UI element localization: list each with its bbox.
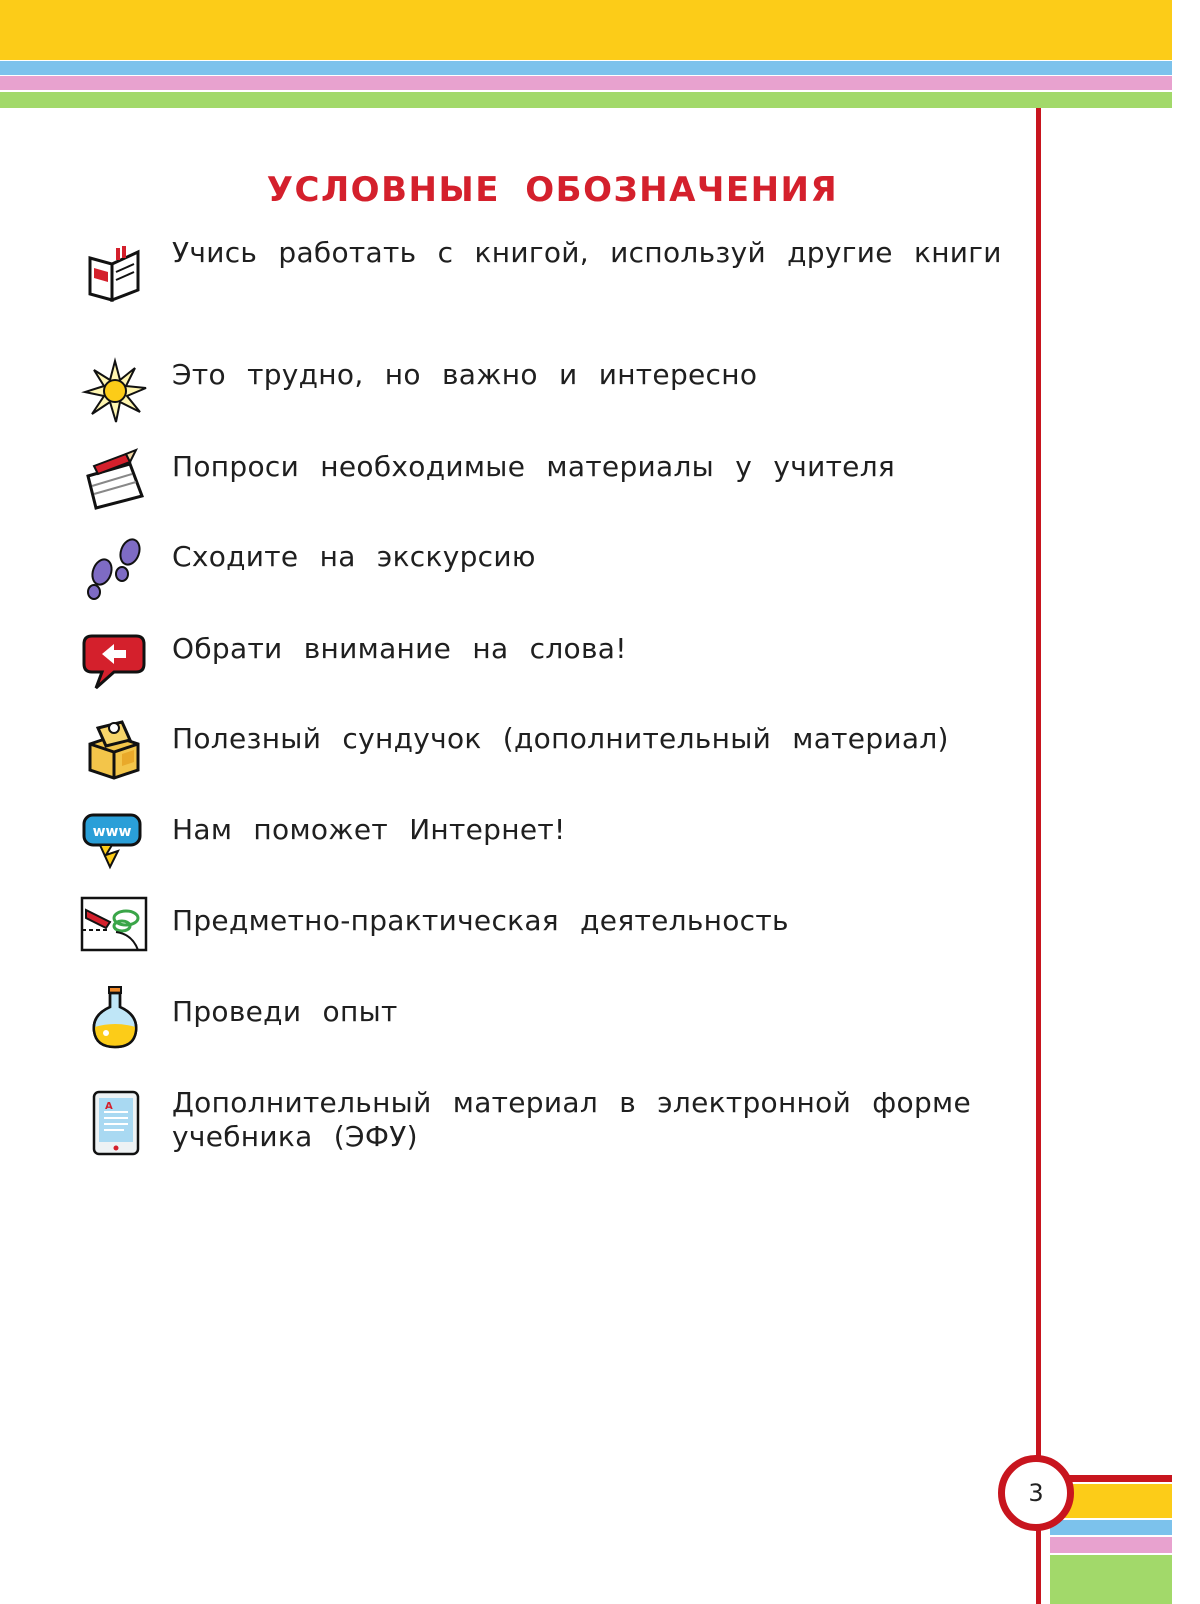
corner-stripe-pink xyxy=(1050,1537,1172,1553)
page-number: 3 xyxy=(998,1455,1074,1531)
tablet-icon xyxy=(80,1090,150,1160)
corner-stripe-green xyxy=(1050,1555,1172,1604)
legend-text: Это трудно, но важно и интересно xyxy=(172,358,758,391)
top-stripe-yellow xyxy=(0,0,1172,60)
svg-text:www: www xyxy=(92,824,132,840)
www-icon xyxy=(80,805,150,875)
legend-text: Предметно-практическая деятельность xyxy=(172,904,789,937)
legend-text: Нам поможет Интернет! xyxy=(172,813,566,846)
top-stripe-pink xyxy=(0,76,1172,90)
legend-text: Сходите на экскурсию xyxy=(172,540,536,573)
book-icon xyxy=(80,238,150,308)
top-stripe-green xyxy=(0,92,1172,108)
legend-text: Проведи опыт xyxy=(172,995,398,1028)
legend-text: Учись работать с книгой, используй другие книги xyxy=(172,236,1002,269)
top-stripe-blue xyxy=(0,61,1172,75)
legend-text: Обрати внимание на слова! xyxy=(172,632,627,665)
footprints-icon xyxy=(80,536,150,606)
sun-icon xyxy=(80,356,150,426)
scissors-paper-icon xyxy=(80,892,150,962)
legend-text: Полезный сундучок (дополнительный материал) xyxy=(172,722,949,755)
speech-bubble-arrow-icon xyxy=(80,626,150,696)
margin-red-line xyxy=(1036,108,1041,1604)
treasure-chest-icon xyxy=(80,714,150,784)
corner-stripe-blue xyxy=(1050,1520,1172,1535)
paper-pencil-icon xyxy=(80,446,150,516)
flask-icon xyxy=(80,983,150,1053)
legend-text: Дополнительный материал в электронной форме учебника (ЭФУ) xyxy=(172,1086,971,1153)
legend-text: Попроси необходимые материалы у учителя xyxy=(172,450,896,483)
svg-text:A: A xyxy=(105,1101,113,1112)
page-title: УСЛОВНЫЕ ОБОЗНАЧЕНИЯ xyxy=(266,170,839,210)
